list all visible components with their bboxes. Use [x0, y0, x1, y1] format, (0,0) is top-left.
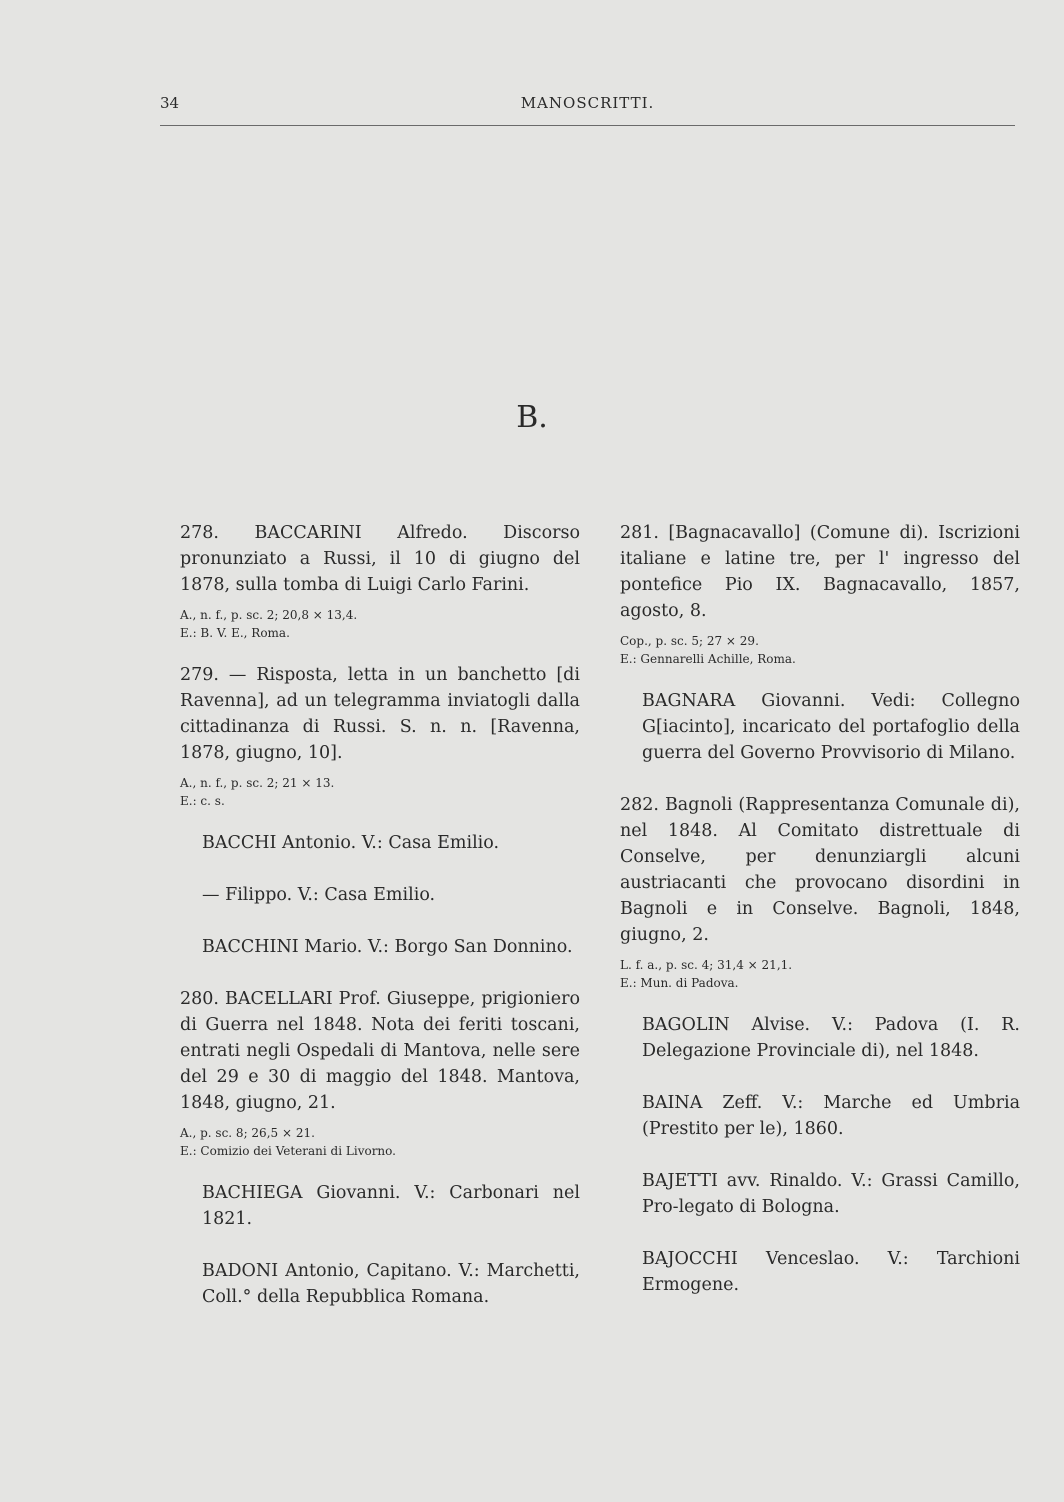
cross-reference: — Filippo. V.: Casa Emilio.	[202, 885, 436, 905]
cross-reference: BAGOLIN Alvise. V.: Padova (I. R. Delegazione Provinciale di), nel 1848.	[642, 1015, 1020, 1061]
cross-reference: BAJOCCHI Venceslao. V.: Tarchioni Ermogene.	[642, 1249, 1020, 1295]
catalog-entry	[180, 662, 580, 810]
section-letter: B.	[516, 400, 548, 435]
entry-meta	[180, 774, 580, 810]
header-rule	[160, 125, 1015, 126]
cross-reference: BAJETTI avv. Rinaldo. V.: Grassi Camillo, Pro-legato di Bologna.	[642, 1171, 1020, 1217]
entry-text: 280. BACELLARI Prof. Giuseppe, prigioniero di Guerra nel 1848. Nota dei feriti toscani, entrati negli Ospedali di Mantova, nelle sere del 29 e 30 di maggio del 1848. Mantova, 1848, giugno, 21.	[180, 989, 580, 1113]
entry-meta-line: A., p. sc. 8; 26,5 × 21.	[180, 1126, 315, 1140]
entry-meta-line: A., n. f., p. sc. 2; 20,8 × 13,4.	[180, 608, 358, 622]
right-column	[620, 520, 1020, 1324]
catalog-entry	[620, 792, 1020, 992]
entry-meta-line: A., n. f., p. sc. 2; 21 × 13.	[180, 776, 335, 790]
catalog-entry	[180, 520, 580, 642]
cross-reference: BAGNARA Giovanni. Vedi: Collegno G[iacinto], incaricato del portafoglio della guerra del Governo Provvisorio di Milano.	[642, 691, 1020, 763]
entry-text: 279. — Risposta, letta in un banchetto [di Ravenna], ad un telegramma inviatogli dalla cittadinanza di Russi. S. n. n. [Ravenna, 1878, giugno, 10].	[180, 665, 580, 763]
entry-meta-line: E.: Mun. di Padova.	[620, 976, 739, 990]
entry-meta	[180, 606, 580, 642]
page-number: 34	[160, 94, 180, 112]
entry-meta-line: E.: c. s.	[180, 794, 225, 808]
entry-meta-line: E.: Comizio dei Veterani di Livorno.	[180, 1144, 396, 1158]
entry-meta-line: L. f. a., p. sc. 4; 31,4 × 21,1.	[620, 958, 793, 972]
cross-reference: BACHIEGA Giovanni. V.: Carbonari nel 1821.	[202, 1183, 580, 1229]
left-column	[180, 520, 580, 1336]
catalog-entry	[180, 986, 580, 1160]
cross-reference: BACCHI Antonio. V.: Casa Emilio.	[202, 833, 500, 853]
entry-meta-line: E.: Gennarelli Achille, Roma.	[620, 652, 796, 666]
catalog-entry	[620, 520, 1020, 668]
entry-meta	[180, 1124, 580, 1160]
cross-reference: BADONI Antonio, Capitano. V.: Marchetti, Coll.° della Repubblica Romana.	[202, 1261, 580, 1307]
entry-meta-line: E.: B. V. E., Roma.	[180, 626, 290, 640]
running-title: MANOSCRITTI.	[520, 94, 655, 112]
page-header	[160, 94, 1015, 122]
entry-meta	[620, 632, 1020, 668]
entry-text: 282. Bagnoli (Rappresentanza Comunale di), nel 1848. Al Comitato distrettuale di Conselve, per denunziargli alcuni austriacanti che provocano disordini in Bagnoli e in Conselve. Bagnoli, 1848, giugno, 2.	[620, 795, 1020, 945]
entry-meta-line: Cop., p. sc. 5; 27 × 29.	[620, 634, 759, 648]
entry-text: 281. [Bagnacavallo] (Comune di). Iscrizioni italiane e latine tre, per l' ingresso del pontefice Pio IX. Bagnacavallo, 1857, agosto, 8.	[620, 523, 1020, 621]
entry-text: 278. BACCARINI Alfredo. Discorso pronunziato a Russi, il 10 di giugno del 1878, sulla tomba di Luigi Carlo Farini.	[180, 523, 580, 595]
entry-meta	[620, 956, 1020, 992]
cross-reference: BAINA Zeff. V.: Marche ed Umbria (Prestito per le), 1860.	[642, 1093, 1020, 1139]
cross-reference: BACCHINI Mario. V.: Borgo San Donnino.	[202, 937, 573, 957]
